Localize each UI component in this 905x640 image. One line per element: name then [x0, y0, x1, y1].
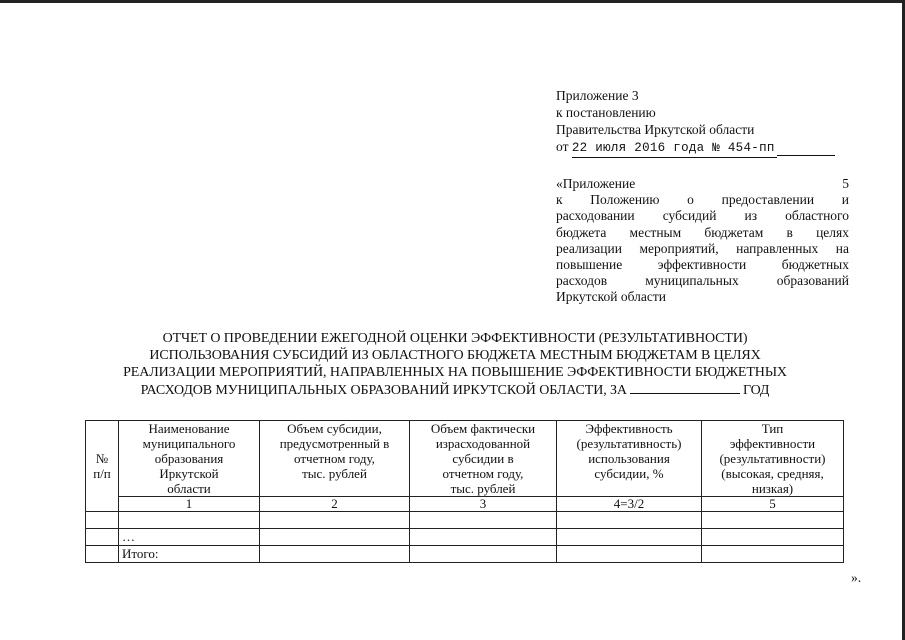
appendix-3-line1: Приложение 3: [556, 88, 639, 103]
appendix-5-line: к Положению о предоставлении и: [556, 192, 849, 208]
appendix-5-line: расходов муниципальных образований: [556, 273, 849, 289]
header-subsidy-planned: Объем субсидии, предусмотренный в отчетном году, тыс. рублей: [260, 421, 410, 497]
table-row: [86, 512, 844, 529]
index-cell: 5: [702, 497, 844, 512]
date-prefix: от: [556, 139, 569, 154]
table-cell: [702, 546, 844, 563]
date-trailing-underline: [777, 138, 835, 156]
report-title-line2: ИСПОЛЬЗОВАНИЯ СУБСИДИЙ ИЗ ОБЛАСТНОГО БЮДЖЕТА МЕСТНЫМ БЮДЖЕТАМ В ЦЕЛЯХ: [149, 348, 761, 363]
scan-edge-top: [0, 0, 905, 3]
appendix-3-header: [556, 87, 856, 158]
table-cell: [410, 512, 557, 529]
table-row-ellipsis: [86, 529, 844, 546]
table-cell: [260, 512, 410, 529]
appendix-5-last-line: Иркутской области: [556, 289, 667, 305]
appendix-5-line: повышение эффективности бюджетных: [556, 257, 849, 273]
appendix-3-line2: к постановлению: [556, 105, 656, 120]
appendix-3-line3: Правительства Иркутской области: [556, 122, 755, 137]
appendix-5-reference: [556, 176, 849, 306]
index-cell: 1: [119, 497, 260, 512]
header-number-text: № п/п: [93, 451, 111, 481]
table-cell: [410, 546, 557, 563]
date-field: [572, 138, 777, 158]
table-cell: [557, 512, 702, 529]
closing-quote: ».: [851, 570, 862, 585]
header-efficiency: Эффективность (результативность) использования субсидии, %: [557, 421, 702, 497]
report-title-line4-start: РАСХОДОВ МУНИЦИПАЛЬНЫХ ОБРАЗОВАНИЙ ИРКУТСКОЙ ОБЛАСТИ, ЗА: [140, 383, 627, 398]
table-cell: [86, 512, 119, 529]
table-cell: [86, 546, 119, 563]
date-value: 22 июля 2016 года № 454-пп: [571, 141, 775, 155]
table-cell: [260, 546, 410, 563]
index-cell: 3: [410, 497, 557, 512]
total-label: Итого:: [119, 546, 260, 563]
table-header-row: [86, 421, 844, 497]
table-cell: [119, 512, 260, 529]
appendix-5-line: реализации мероприятий, направленных на: [556, 240, 849, 256]
report-table: [85, 420, 844, 563]
table-cell: [702, 512, 844, 529]
appendix-5-line: расходовании субсидий из областного: [556, 208, 849, 224]
ellipsis-cell: …: [119, 529, 260, 546]
table-row-total: [86, 546, 844, 563]
report-title-line4: [70, 381, 840, 399]
header-subsidy-spent: Объем фактически израсходованной субсидии в отчетном году, тыс. рублей: [410, 421, 557, 497]
header-municipality: Наименование муниципального образования Иркутской области: [119, 421, 260, 497]
year-blank: [630, 381, 740, 394]
header-efficiency-type: Тип эффективности (результативности) (высокая, средняя, низкая): [702, 421, 844, 497]
appendix-5-line: бюджета местным бюджетам в целях: [556, 224, 849, 240]
table-cell: [260, 529, 410, 546]
table-cell: [86, 529, 119, 546]
table-cell: [557, 529, 702, 546]
table-cell: [702, 529, 844, 546]
appendix-3-date-line: [556, 138, 856, 158]
appendix-5-line: «Приложение 5: [556, 176, 849, 191]
table-cell: [557, 546, 702, 563]
report-title-line4-end: ГОД: [742, 383, 770, 398]
report-title-line1: ОТЧЕТ О ПРОВЕДЕНИИ ЕЖЕГОДНОЙ ОЦЕНКИ ЭФФЕКТИВНОСТИ (РЕЗУЛЬТАТИВНОСТИ): [162, 331, 748, 346]
index-cell: 4=3/2: [557, 497, 702, 512]
report-title-line3: РЕАЛИЗАЦИИ МЕРОПРИЯТИЙ, НАПРАВЛЕННЫХ НА ПОВЫШЕНИЕ ЭФФЕКТИВНОСТИ БЮДЖЕТНЫХ: [123, 365, 787, 380]
table-cell: [410, 529, 557, 546]
header-number: [86, 421, 119, 512]
table-index-row: [86, 497, 844, 512]
index-cell: 2: [260, 497, 410, 512]
report-title: [70, 330, 840, 399]
